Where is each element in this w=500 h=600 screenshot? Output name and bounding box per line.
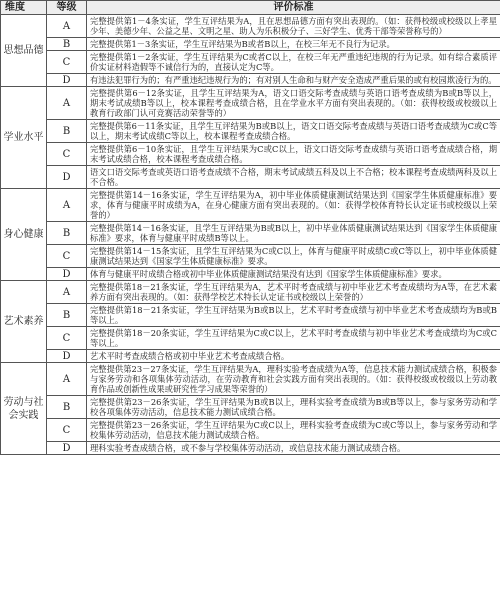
level-cell: C: [47, 419, 87, 442]
table-row: [1, 143, 500, 166]
table-row: [1, 327, 500, 350]
level-cell: D: [47, 74, 87, 87]
level-cell: A: [47, 363, 87, 396]
level-cell: C: [47, 327, 87, 350]
criteria-cell: 语文口语交际考查或英语口语考查成绩不合格，期末考试成绩五科及以上不合格；校本课程考查成绩两科及以上不合格。: [87, 166, 500, 189]
level-cell: A: [47, 15, 87, 38]
criteria-cell: 完整提供第23－26条实证，学生互评结果为C或C以上，理科实验考查成绩为C或C等以上，参与家务劳动和学校集体劳动活动，信息技术能力测试成绩合格。: [87, 419, 500, 442]
table-row: [1, 350, 500, 363]
level-cell: D: [47, 350, 87, 363]
table-row: [1, 120, 500, 143]
criteria-cell: 完整提供第18－20条实证，学生互评结果为C或C以上，艺术平时考查成绩与初中毕业艺术考查成绩均为C或C等以上。: [87, 327, 500, 350]
level-cell: A: [47, 87, 87, 120]
criteria-cell: 完整提供第14－16条实证，且学生互评结果为B或B以上，初中毕业体质健康测试结果达到《国家学生体质健康标准》要求，体育与健康平时成绩B等以上。: [87, 222, 500, 245]
criteria-cell: 完整提供第1－2条实证，学生互评结果为C或者C以上，在校三年无严重违纪违规的行为记录。如有综合素质评价实证材料造假等不诚信行为的，直接认定为C等。: [87, 51, 500, 74]
dimension-cell: 学业水平: [1, 87, 47, 189]
criteria-cell: 体育与健康平时成绩合格或初中毕业体质健康测试结果没有达到《国家学生体质健康标准》要求。: [87, 268, 500, 281]
header-criteria: 评价标准: [87, 1, 500, 15]
level-cell: B: [47, 396, 87, 419]
table-row: [1, 363, 500, 396]
table-row: [1, 442, 500, 455]
table-row: [1, 268, 500, 281]
criteria-cell: 完整提供第23－27条实证，学生互评结果为A，理科实验考查成绩为A等，信息技术能力测试成绩合格，积极参与家务劳动和各项集体劳动活动，在劳动教育和社会实践方面有突出表现的。（如：获得校级或校级以上劳动教育作品或创新性成果或研究性学习成果等荣誉的）: [87, 363, 500, 396]
dimension-cell: 身心健康: [1, 189, 47, 281]
criteria-cell: 完整提供第18－21条实证，学生互评结果为A，艺术平时考查成绩与初中毕业艺术考查成绩均为A等，在艺术素养方面有突出表现的。（如：获得学校艺术特长认定证书或校级以上荣誉的）: [87, 281, 500, 304]
criteria-cell: 完整提供第6－11条实证，且学生互评结果为B或B以上，语文口语交际考查成绩与英语口语考查成绩为C或C等以上，期末考试成绩C等以上，校本课程考查成绩合格。: [87, 120, 500, 143]
level-cell: B: [47, 120, 87, 143]
table-row: [1, 38, 500, 51]
table-row: [1, 304, 500, 327]
table-row: [1, 419, 500, 442]
level-cell: B: [47, 222, 87, 245]
table-row: [1, 189, 500, 222]
level-cell: B: [47, 38, 87, 51]
criteria-cell: 有违法犯罪行为的；有严重违纪违规行为的；有对别人生命和与财产安全造成严重后果的或有校园欺凌行为的。: [87, 74, 500, 87]
level-cell: C: [47, 51, 87, 74]
table-row: [1, 166, 500, 189]
level-cell: D: [47, 166, 87, 189]
level-cell: B: [47, 304, 87, 327]
criteria-cell: 完整提供第6－10条实证，且学生互评结果为C或C以上，语文口语交际考查成绩与英语口语考查成绩合格，期末考试成绩合格，校本课程考查成绩合格。: [87, 143, 500, 166]
level-cell: D: [47, 268, 87, 281]
criteria-cell: 理科实验考查成绩合格，或不参与学校集体劳动活动，或信息技术能力测试成绩合格。: [87, 442, 500, 455]
table-row: [1, 87, 500, 120]
criteria-cell: 完整提供第6－12条实证，且学生互评结果为A，语文口语交际考查成绩与英语口语考查成绩为B或B等以上，期末考试成绩B等以上，校本课程考查成绩合格，且在学业水平方面有突出表现的。（如：获得校级或校级以上教育行政部门认可竞赛活动荣誉等的）: [87, 87, 500, 120]
table-row: [1, 74, 500, 87]
level-cell: C: [47, 245, 87, 268]
header-dimension: 维度: [1, 1, 47, 15]
criteria-cell: 完整提供第18－21条实证，学生互评结果为B或B以上，艺术平时考查成绩与初中毕业艺术考查成绩均为B或B等以上。: [87, 304, 500, 327]
dimension-cell: 思想品德: [1, 15, 47, 87]
criteria-cell: 完整提供第14－16条实证，学生互评结果为A，初中毕业体质健康测试结果达到《国家学生体质健康标准》要求，体育与健康平时成绩为A，在身心健康方面有突出表现的。（如：获得学校体育特长认定证书或校级以上荣誉的）: [87, 189, 500, 222]
table-row: [1, 245, 500, 268]
level-cell: D: [47, 442, 87, 455]
level-cell: A: [47, 281, 87, 304]
criteria-cell: 完整提供第1－4条实证，学生互评结果为A，且在思想品德方面有突出表现的。（如：获得校级或校级以上孝星少年、美德少年、公益之星、文明之星、助人为乐积极分子、三好学生、优秀干部等荣誉称号的）: [87, 15, 500, 38]
dimension-cell: 艺术素养: [1, 281, 47, 363]
level-cell: C: [47, 143, 87, 166]
table-row: [1, 281, 500, 304]
table-row: [1, 51, 500, 74]
table-row: [1, 396, 500, 419]
criteria-cell: 艺术平时考查成绩合格或初中毕业艺术考查成绩合格。: [87, 350, 500, 363]
dimension-cell: 劳动与社会实践: [1, 363, 47, 455]
header-level: 等级: [47, 1, 87, 15]
table-row: [1, 222, 500, 245]
criteria-cell: 完整提供第1－3条实证，学生互评结果为B或者B以上，在校三年无不良行为记录。: [87, 38, 500, 51]
criteria-cell: 完整提供第14－15条实证，且学生互评结果为C或C以上，体育与健康平时成绩C或C等以上，初中毕业体质健康测试结果达到《国家学生体质健康标准》要求。: [87, 245, 500, 268]
level-cell: A: [47, 189, 87, 222]
header-row: [1, 1, 500, 15]
table-row: [1, 15, 500, 38]
criteria-cell: 完整提供第23－26条实证，学生互评结果为B或B以上，理科实验考查成绩为B或B等以上，参与家务劳动和学校各项集体劳动活动，信息技术能力测试成绩合格。: [87, 396, 500, 419]
